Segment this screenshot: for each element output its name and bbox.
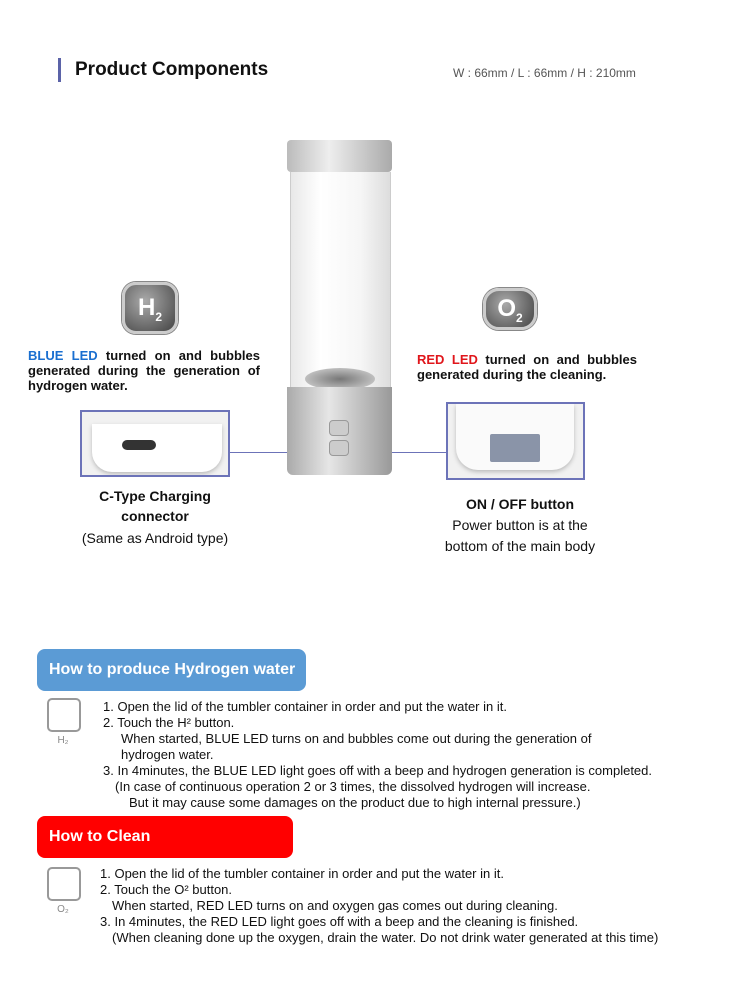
- o2-label: O: [497, 295, 516, 322]
- step: (In case of continuous operation 2 or 3 times, the dissolved hydrogen will increase.: [115, 779, 591, 794]
- blue-led-description: [28, 348, 260, 393]
- power-caption-line3: bottom of the main body: [444, 538, 596, 554]
- connector-caption-title2: connector: [121, 508, 189, 524]
- tumbler-image: [287, 140, 392, 475]
- power-pointer-line: [392, 452, 446, 453]
- step: (When cleaning done up the oxygen, drain the water. Do not drink water generated at this time): [112, 930, 659, 945]
- h2-icon-label: H₂: [57, 735, 69, 746]
- step: 2. Touch the H² button.: [103, 715, 235, 730]
- c-type-connector-photo: [80, 410, 230, 477]
- connector-caption: [60, 486, 250, 548]
- red-led-label: RED LED: [417, 352, 478, 367]
- power-button-photo: [446, 402, 585, 480]
- hydrogen-section-header: How to produce Hydrogen water: [37, 649, 306, 691]
- connector-caption-title: C-Type Charging: [99, 488, 211, 504]
- page-title: Product Components: [58, 58, 268, 82]
- h2-bubbles-icon: [47, 698, 81, 732]
- hydrogen-steps: [103, 699, 652, 811]
- blue-led-text: turned on and bubbles generated during the generation of hydrogen water.: [28, 348, 260, 393]
- power-caption-title: ON / OFF button: [465, 496, 575, 512]
- connector-caption-note: (Same as Android type): [81, 530, 229, 546]
- o2-sub: 2: [515, 310, 523, 325]
- clean-steps: [100, 866, 658, 946]
- step: 3. In 4minutes, the RED LED light goes off with a beep and the cleaning is finished.: [100, 914, 579, 929]
- o2-icon-label: O₂: [57, 904, 69, 915]
- h2-label: H: [137, 294, 156, 321]
- h2-touch-button: [329, 420, 349, 436]
- o2-bubbles-icon: [47, 867, 81, 901]
- step: 2. Touch the O² button.: [100, 882, 233, 897]
- power-caption: [420, 494, 620, 557]
- step: When started, BLUE LED turns on and bubbles come out during the generation of: [121, 731, 592, 746]
- blue-led-label: BLUE LED: [28, 348, 98, 363]
- connector-pointer-line: [228, 452, 287, 453]
- step: 3. In 4minutes, the BLUE LED light goes off with a beep and hydrogen generation is completed.: [103, 763, 652, 778]
- o2-badge-icon: [483, 288, 537, 330]
- h2-badge-icon: [122, 282, 178, 334]
- step: hydrogen water.: [121, 747, 214, 762]
- step: When started, RED LED turns on and oxygen gas comes out during cleaning.: [112, 898, 558, 913]
- power-caption-line2: Power button is at the: [452, 517, 588, 533]
- red-led-description: [417, 352, 637, 382]
- h2-sub: 2: [155, 309, 163, 324]
- step: But it may cause some damages on the product due to high internal pressure.): [129, 795, 581, 810]
- o2-touch-button: [329, 440, 349, 456]
- red-led-text: turned on and bubbles generated during the cleaning.: [417, 352, 637, 382]
- step: 1. Open the lid of the tumbler container in order and put the water in it.: [103, 699, 507, 714]
- clean-section-header: How to Clean: [37, 816, 293, 858]
- dimensions: W : 66mm / L : 66mm / H : 210mm: [453, 66, 636, 80]
- step: 1. Open the lid of the tumbler container in order and put the water in it.: [100, 866, 504, 881]
